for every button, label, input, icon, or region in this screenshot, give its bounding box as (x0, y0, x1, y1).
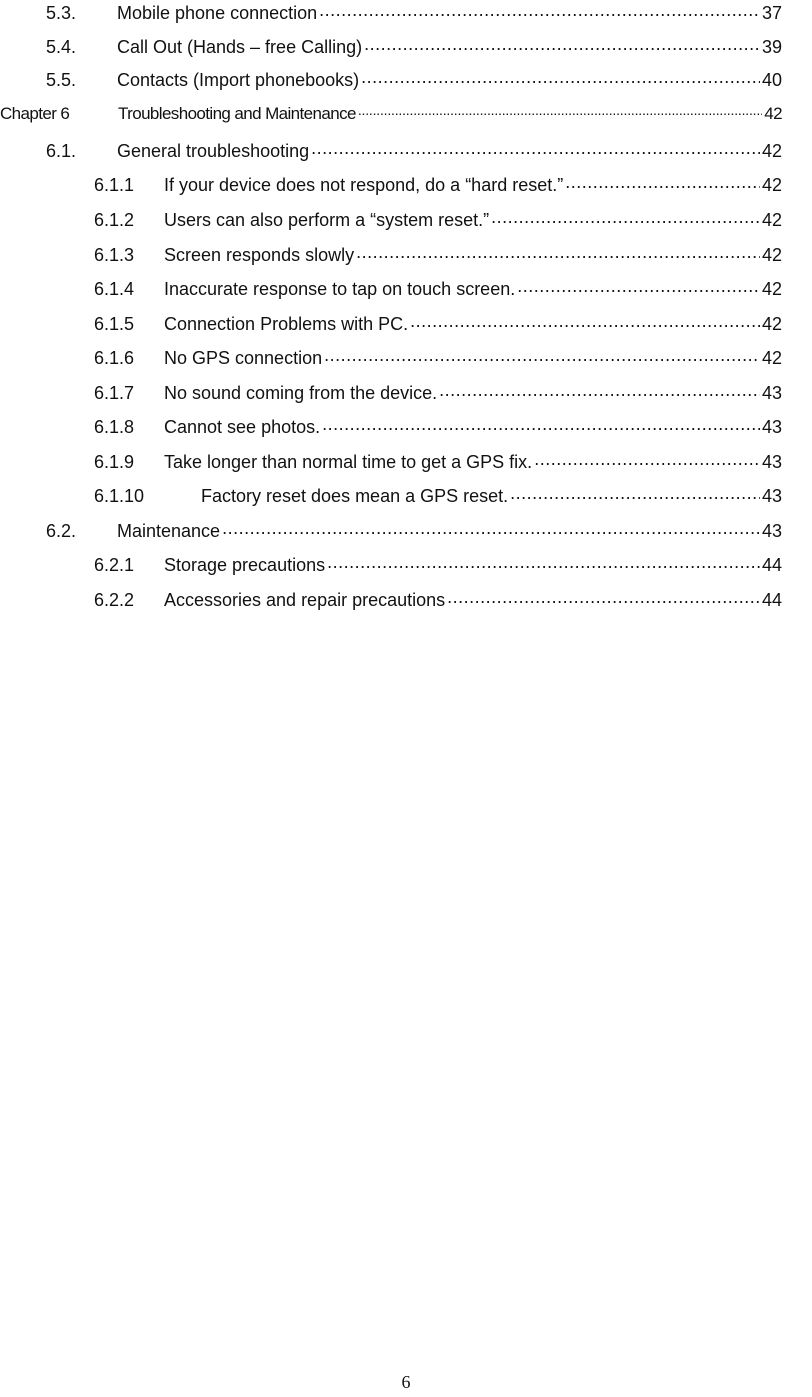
toc-entry-6-1-7[interactable] (94, 381, 782, 404)
toc-entry-6-2[interactable] (46, 519, 782, 542)
toc-entry-page: 42 (761, 210, 782, 230)
toc-entry-title: Storage precautions (164, 555, 326, 575)
toc-entry-page: 42 (761, 314, 782, 334)
toc-dot-leader (510, 484, 760, 502)
toc-entry-6-1-5[interactable] (94, 312, 782, 335)
toc-entry-page: 42 (761, 175, 782, 195)
toc-entry-number: 5.3. (46, 3, 77, 23)
toc-entry-5-3[interactable] (46, 1, 782, 24)
toc-dot-leader (319, 1, 760, 19)
toc-entry-title: Contacts (Import phonebooks) (117, 70, 360, 90)
toc-entry-title: No GPS connection (164, 348, 323, 368)
toc-dot-leader (322, 415, 760, 433)
toc-dot-leader (324, 346, 760, 364)
toc-dot-leader (361, 68, 760, 86)
toc-entry-6-1-6[interactable] (94, 346, 782, 369)
toc-entry-number: 6.2.2 (94, 590, 135, 610)
toc-dot-leader (364, 35, 760, 53)
toc-entry-title: Call Out (Hands – free Calling) (117, 37, 363, 57)
toc-entry-number: 6.1.2 (94, 210, 135, 230)
toc-entry-page: 42 (761, 245, 782, 265)
toc-dot-leader (565, 173, 760, 191)
toc-entry-title: Connection Problems with PC. (164, 314, 409, 334)
toc-dot-leader (410, 312, 760, 330)
toc-entry-number: 6.1.9 (94, 452, 135, 472)
toc-entry-title: No sound coming from the device. (164, 383, 438, 403)
toc-dot-leader (491, 208, 760, 226)
toc-entry-number: 6.1.6 (94, 348, 135, 368)
toc-entry-number: 6.1.7 (94, 383, 135, 403)
toc-entry-title: Inaccurate response to tap on touch screen. (164, 279, 516, 299)
toc-entry-number: 6.1. (46, 141, 77, 161)
toc-entry-title: Users can also perform a “system reset.” (164, 210, 490, 230)
toc-entry-page: 42 (761, 279, 782, 299)
toc-entry-6-2-1[interactable] (94, 553, 782, 576)
toc-entry-6-1[interactable] (46, 139, 782, 162)
toc-entry-title: Factory reset does mean a GPS reset. (201, 486, 509, 506)
toc-entry-6-1-10[interactable] (94, 484, 782, 507)
toc-entry-title: Troubleshooting and Maintenance (118, 104, 356, 123)
toc-entry-page: 43 (761, 452, 782, 472)
toc-entry-chapter-6[interactable] (0, 102, 782, 125)
toc-entry-title: Maintenance (117, 521, 221, 541)
toc-entry-6-1-4[interactable] (94, 277, 782, 300)
toc-entry-5-4[interactable] (46, 35, 782, 58)
toc-entry-number: 6.2.1 (94, 555, 135, 575)
toc-entry-page: 44 (761, 590, 782, 610)
toc-entry-number: 6.1.4 (94, 279, 135, 299)
toc-entry-6-1-3[interactable] (94, 243, 782, 266)
toc-entry-page: 43 (761, 486, 782, 506)
toc-dot-leader (517, 277, 760, 295)
toc-dot-leader (222, 519, 760, 537)
toc-dot-leader (311, 139, 760, 157)
toc-dot-leader (327, 553, 760, 571)
toc-entry-page: 42 (761, 348, 782, 368)
toc-entry-page: 42 (761, 141, 782, 161)
toc-entry-title: General troubleshooting (117, 141, 310, 161)
toc-entry-number: Chapter 6 (0, 104, 70, 123)
toc-entry-title: Screen responds slowly (164, 245, 355, 265)
toc-entry-page: 43 (761, 521, 782, 541)
toc-entry-title: Cannot see photos. (164, 417, 321, 437)
toc-entry-5-5[interactable] (46, 68, 782, 91)
toc-entry-number: 6.1.1 (94, 175, 135, 195)
toc-entry-page: 42 (764, 104, 782, 123)
toc-dot-leader (534, 450, 760, 468)
toc-entry-page: 44 (761, 555, 782, 575)
toc-entry-number: 6.1.3 (94, 245, 135, 265)
toc-entry-6-1-1[interactable] (94, 173, 782, 196)
toc-entry-title: Accessories and repair precautions (164, 590, 446, 610)
toc-entry-title: Take longer than normal time to get a GPS fix. (164, 452, 533, 472)
toc-entry-6-1-2[interactable] (94, 208, 782, 231)
toc-entry-number: 5.5. (46, 70, 77, 90)
toc-dot-leader (447, 588, 760, 606)
toc-entry-number: 6.1.10 (94, 486, 145, 506)
toc-entry-page: 39 (761, 37, 782, 57)
toc-entry-number: 6.2. (46, 521, 77, 541)
toc-dot-leader (439, 381, 760, 399)
toc-dot-leader (358, 102, 762, 119)
toc-entry-number: 6.1.8 (94, 417, 135, 437)
toc-entry-page: 37 (761, 3, 782, 23)
toc-dot-leader (356, 243, 760, 261)
toc-entry-title: If your device does not respond, do a “hard reset.” (164, 175, 564, 195)
toc-entry-6-1-8[interactable] (94, 415, 782, 438)
toc-entry-page: 43 (761, 417, 782, 437)
toc-entry-page: 43 (761, 383, 782, 403)
toc-entry-title: Mobile phone connection (117, 3, 318, 23)
toc-entry-number: 5.4. (46, 37, 77, 57)
toc-entry-page: 40 (761, 70, 782, 90)
toc-entry-6-2-2[interactable] (94, 588, 782, 611)
page-number: 6 (401, 1372, 411, 1392)
toc-entry-number: 6.1.5 (94, 314, 135, 334)
toc-entry-6-1-9[interactable] (94, 450, 782, 473)
